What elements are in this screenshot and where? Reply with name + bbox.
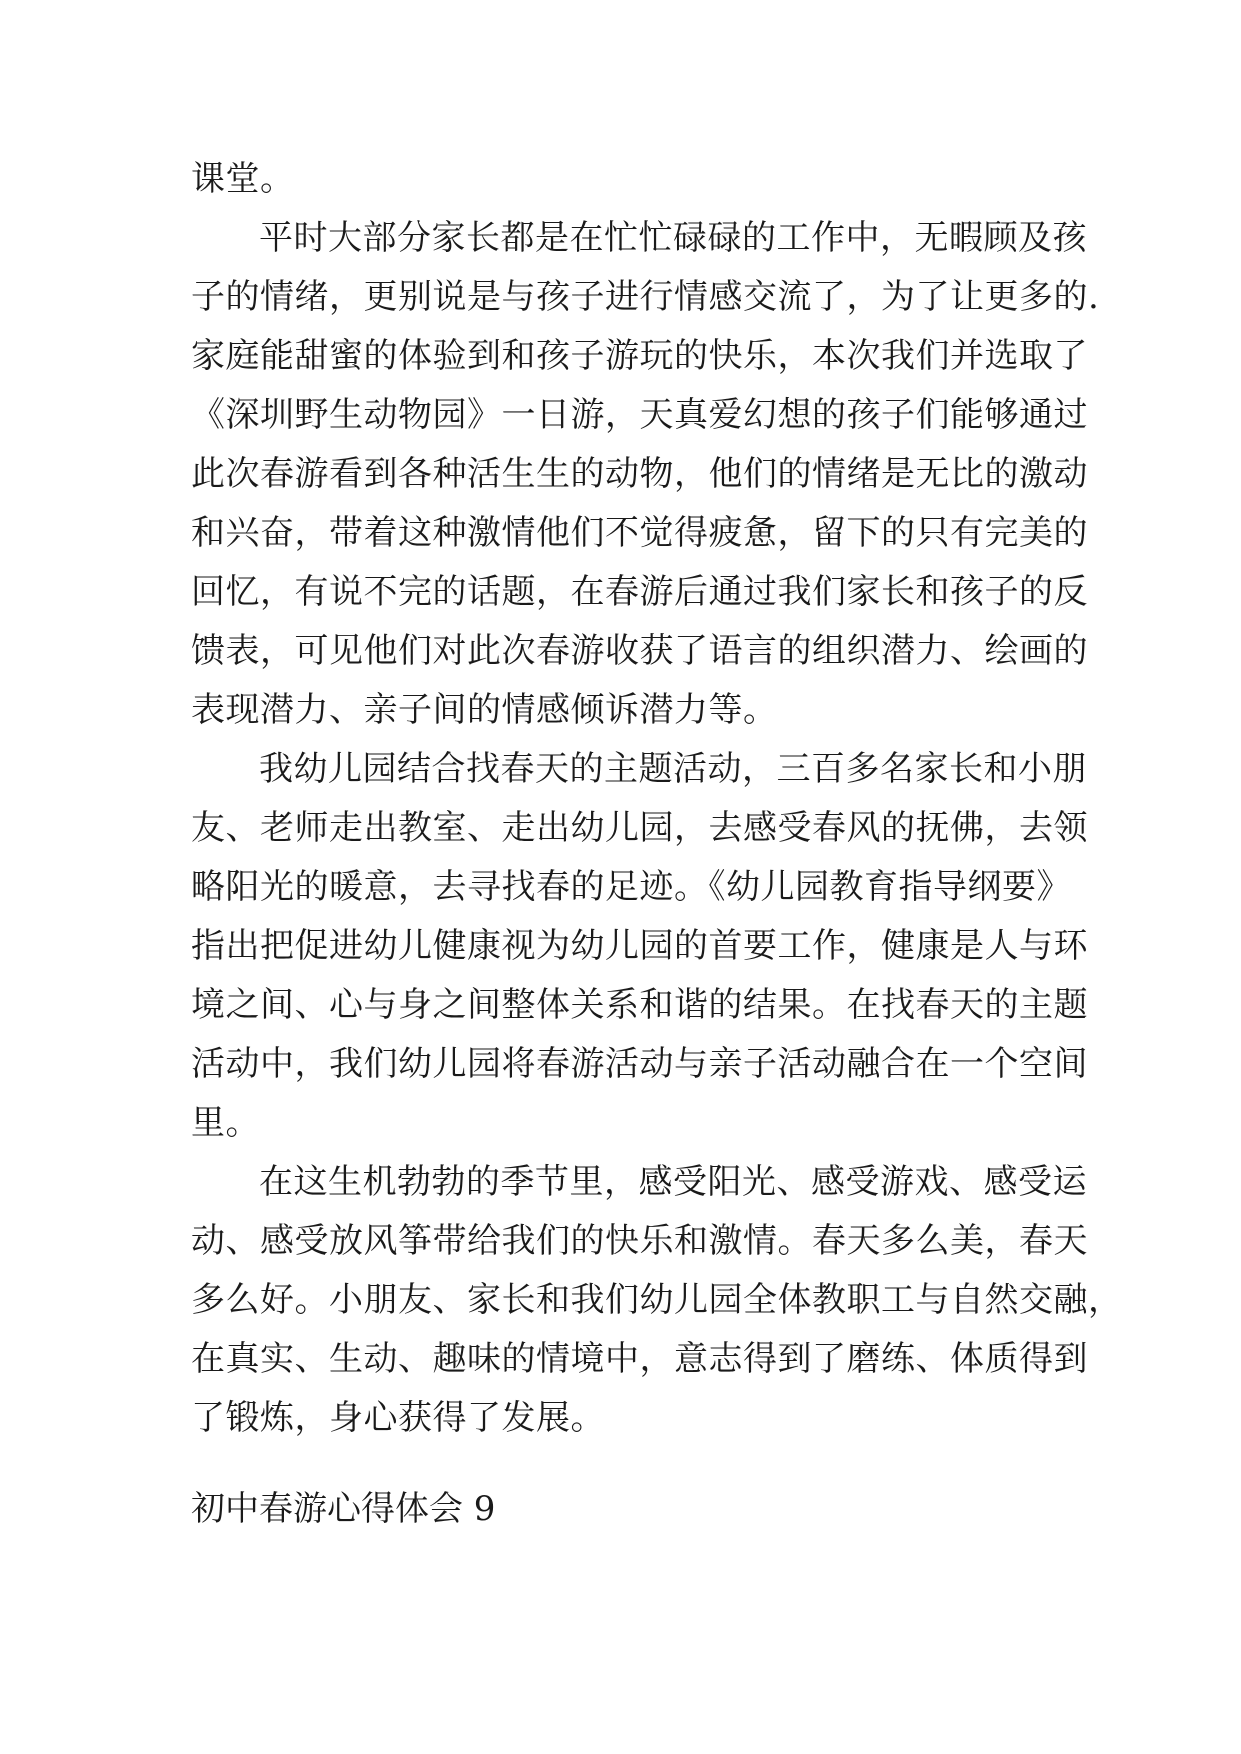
text-line: 里。 [191, 1103, 260, 1143]
paragraph [191, 150, 1051, 209]
text-line: 和兴奋，带着这种激情他们不觉得疲惫，留下的只有完美的 [191, 513, 1088, 553]
text-line: 指出把促进幼儿健康视为幼儿园的首要工作，健康是人与环 [191, 926, 1088, 966]
text-line: 在真实、生动、趣味的情境中，意志得到了磨练、体质得到 [191, 1339, 1088, 1379]
text-line: 馈表，可见他们对此次春游收获了语言的组织潜力、绘画的 [191, 631, 1088, 671]
paragraph [191, 1153, 1123, 1448]
text-line: 略阳光的暖意，去寻找春的足迹。《幼儿园教育指导纲要》 [191, 867, 1071, 907]
text-line: 子的情绪，更别说是与孩子进行情感交流了，为了让更多的. [191, 277, 1100, 317]
text-line: 此次春游看到各种活生生的动物，他们的情绪是无比的激动 [191, 454, 1088, 494]
text-line: 活动中，我们幼儿园将春游活动与亲子活动融合在一个空间 [191, 1044, 1088, 1084]
text-line: 回忆，有说不完的话题，在春游后通过我们家长和孩子的反 [191, 572, 1088, 612]
text-line: 境之间、心与身之间整体关系和谐的结果。在找春天的主题 [191, 985, 1088, 1025]
text-line: 在这生机勃勃的季节里，感受阳光、感受游戏、感受运 [259, 1162, 1087, 1202]
text-line: 多么好。小朋友、家长和我们幼儿园全体教职工与自然交融， [191, 1280, 1123, 1320]
text-line: 表现潜力、亲子间的情感倾诉潜力等。 [191, 690, 778, 730]
text-line: 家庭能甜蜜的体验到和孩子游玩的快乐，本次我们并选取了 [191, 336, 1088, 376]
text-line: 《深圳野生动物园》一日游，天真爱幻想的孩子们能够通过 [191, 395, 1088, 435]
paragraph [191, 740, 1088, 1153]
text-line: 了锻炼，身心获得了发展。 [191, 1398, 605, 1438]
text-line: 课堂。 [191, 159, 295, 199]
body-text [191, 150, 1123, 1448]
text-line: 我幼儿园结合找春天的主题活动，三百多名家长和小朋 [259, 749, 1087, 789]
text-line: 友、老师走出教室、走出幼儿园，去感受春风的抚佛，去领 [191, 808, 1088, 848]
text-line: 动、感受放风筝带给我们的快乐和激情。春天多么美，春天 [191, 1221, 1088, 1261]
paragraph [191, 209, 1100, 740]
text-line: 平时大部分家长都是在忙忙碌碌的工作中，无暇顾及孩 [259, 218, 1087, 258]
section-heading: 初中春游心得体会 9 [191, 1489, 496, 1529]
